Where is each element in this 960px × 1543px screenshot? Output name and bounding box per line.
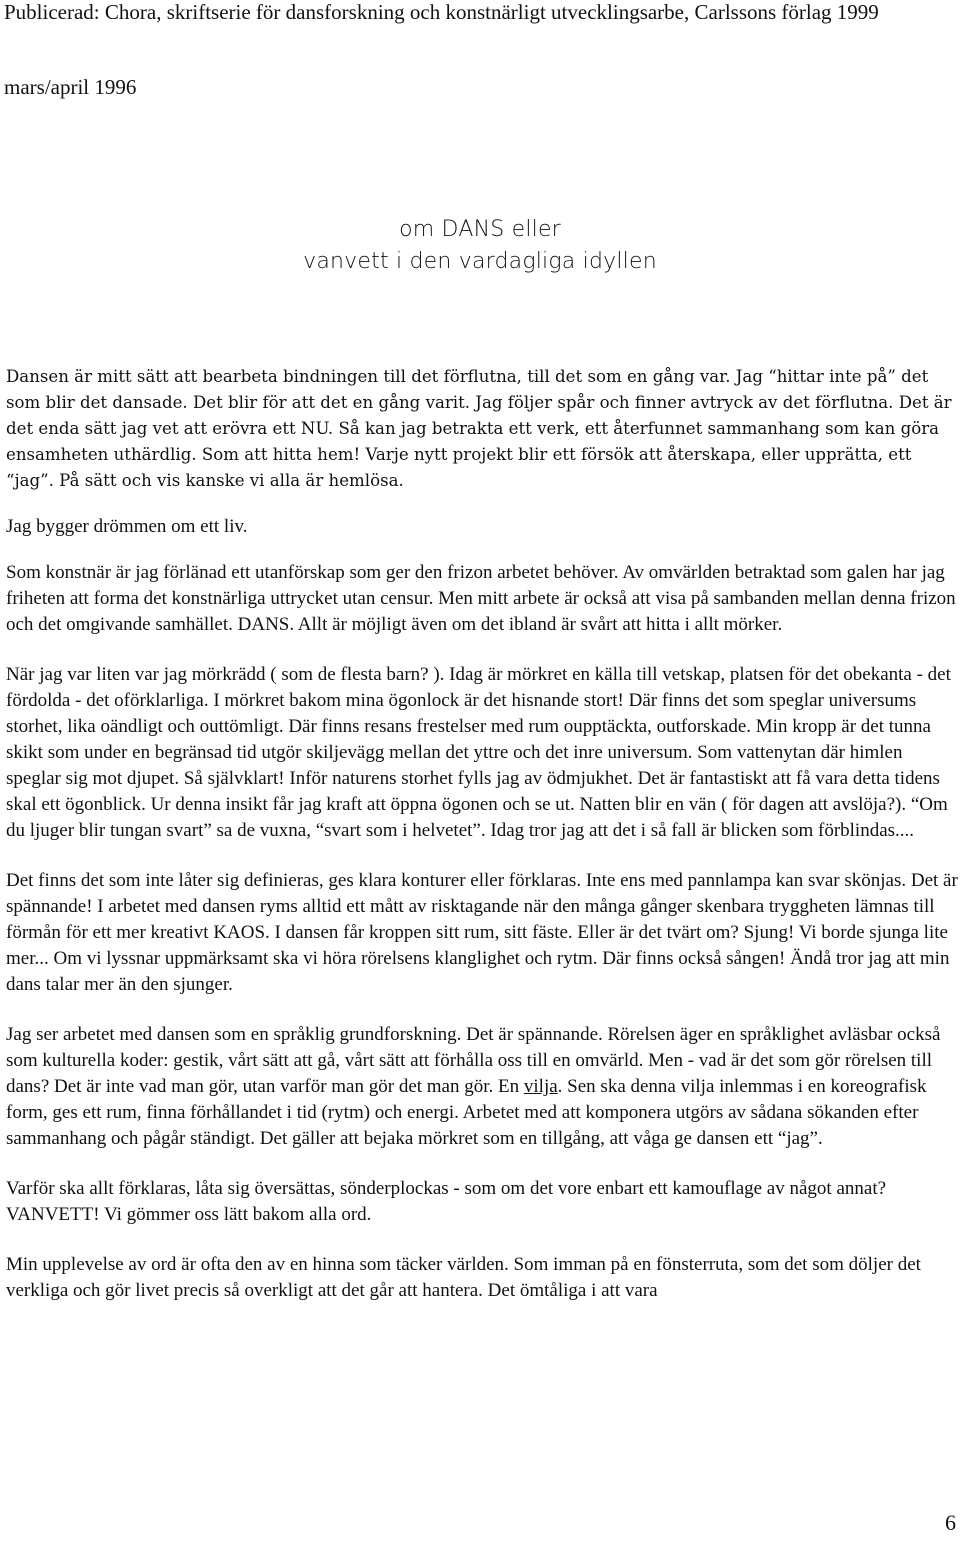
paragraph-2: Jag bygger drömmen om ett liv. xyxy=(6,516,248,537)
paragraph-7: Varför ska allt förklaras, låta sig översättas, sönderplockas - som om det vore enbart ett kamouflage av något annat? VANVETT! Vi gömmer oss lätt bakom alla ord. xyxy=(6,1178,887,1225)
publication-info: Publicerad: Chora, skriftserie för dansforskning och konstnärligt utvecklingsarbe, Carlssons förlag 1999 xyxy=(4,0,879,24)
paragraph-3: Som konstnär är jag förlänad ett utanförskap som ger den frizon arbetet behöver. Av omvärlden betraktad som galen har jag friheten att forma det konstnärliga uttrycket utan censur. Men mitt arbete är också att visa på sambanden mellan denna frizon och det omgivande samhället. DANS. Allt är möjligt även om det ibland är svårt att hitta i allt mörker. xyxy=(6,562,956,635)
title-line-1: om DANS eller xyxy=(399,217,561,242)
paragraph-6-text-a: Jag ser arbetet med dansen som en språklig grundforskning. Det är spännande. Rörelsen äger en språklighet avläsbar också som kulturella koder: gestik, vårt sätt att gå, vårt sätt att förhålla oss till en omvärld. Men - vad är det som gör rörelsen till dans? Det är inte vad man gör, utan varför man gör det man gör. En xyxy=(6,1024,941,1097)
article-body xyxy=(6,364,958,1328)
paragraph-6 xyxy=(6,1022,958,1152)
paragraph-5: Det finns det som inte låter sig definieras, ges klara konturer eller förklaras. Inte ens med pannlampa kan svar skönjas. Det är spännande! I arbetet med dansen ryms alltid ett mått av risktagande när den många gånger skenbara tryggheten lämnas till förmån för ett mer kreativt KAOS. I dansen får kroppen sitt rum, sitt fäste. Eller är det tvärt om? Sjung! Vi borde sjunga lite mer... Om vi lyssnar uppmärksamt ska vi höra rörelsens klanglighet och rytm. Där finns också sången! Ändå tror jag att min dans talar mer än den sjunger. xyxy=(6,870,958,995)
paragraph-1: Dansen är mitt sätt att bearbeta bindningen till det förflutna, till det som en gång var. Jag “hittar inte på” det som blir det dansade. Det blir för att det en gång varit. Jag följer spår och finner avtryck av det förflutna. Det är det enda sätt jag vet att erövra ett NU. Så kan jag betrakta ett verk, ett återfunnet sammanhang som kan göra ensamheten uthärdlig. Som att hitta hem! Varje nytt projekt blir ett försök att återskapa, eller upprätta, ett “jag”. På sätt och vis kanske vi alla är hemlösa. xyxy=(6,367,952,490)
page-number: 6 xyxy=(945,1510,956,1535)
article-title xyxy=(0,214,960,278)
paragraph-6-text-b: . Sen ska denna vilja inlemmas i en koreografisk form, ges ett rum, finna förhållandet i tid (rytm) och energi. Arbetet med att komponera utgörs av sådana sökanden efter sammanhang och pågår ständigt. Det gäller att bejaka mörkret som en tillgång, att våga ge dansen ett “jag”. xyxy=(6,1076,927,1149)
date-line: mars/april 1996 xyxy=(4,75,137,99)
underlined-word: vilja xyxy=(523,1076,558,1097)
title-line-2: vanvett i den vardagliga idyllen xyxy=(303,249,657,274)
paragraph-8: Min upplevelse av ord är ofta den av en hinna som täcker världen. Som imman på en fönsterruta, som det som döljer det verkliga och gör livet precis så overkligt att det går att hantera. Det ömtåliga i att vara xyxy=(6,1254,921,1301)
paragraph-4: När jag var liten var jag mörkrädd ( som de flesta barn? ). Idag är mörkret en källa till vetskap, platsen för det obekanta - det fördolda - det oförklarliga. I mörkret bakom mina ögonlock är det hisnande stort! Där finns det som speglar universums storhet, lika oändligt och outtömligt. Där finns resans frestelser med rum oupptäckta, outforskade. Min kropp är det tunna skikt som under en begränsad tid utgör skiljevägg mellan det yttre och det inre universum. Som vattenytan där himlen speglar sig mot djupet. Så självklart! Inför naturens storhet fylls jag av ödmjukhet. Det är fantastiskt att få vara detta tidens skal ett ögonblick. Ur denna insikt får jag kraft att öppna ögonen och se ut. Natten blir en vän ( för dagen att avslöja?). “Om du ljuger blir tungan svart” sa de vuxna, “svart som i helvetet”. Idag tror jag att det i så fall är blicken som förblindas.... xyxy=(6,664,951,841)
